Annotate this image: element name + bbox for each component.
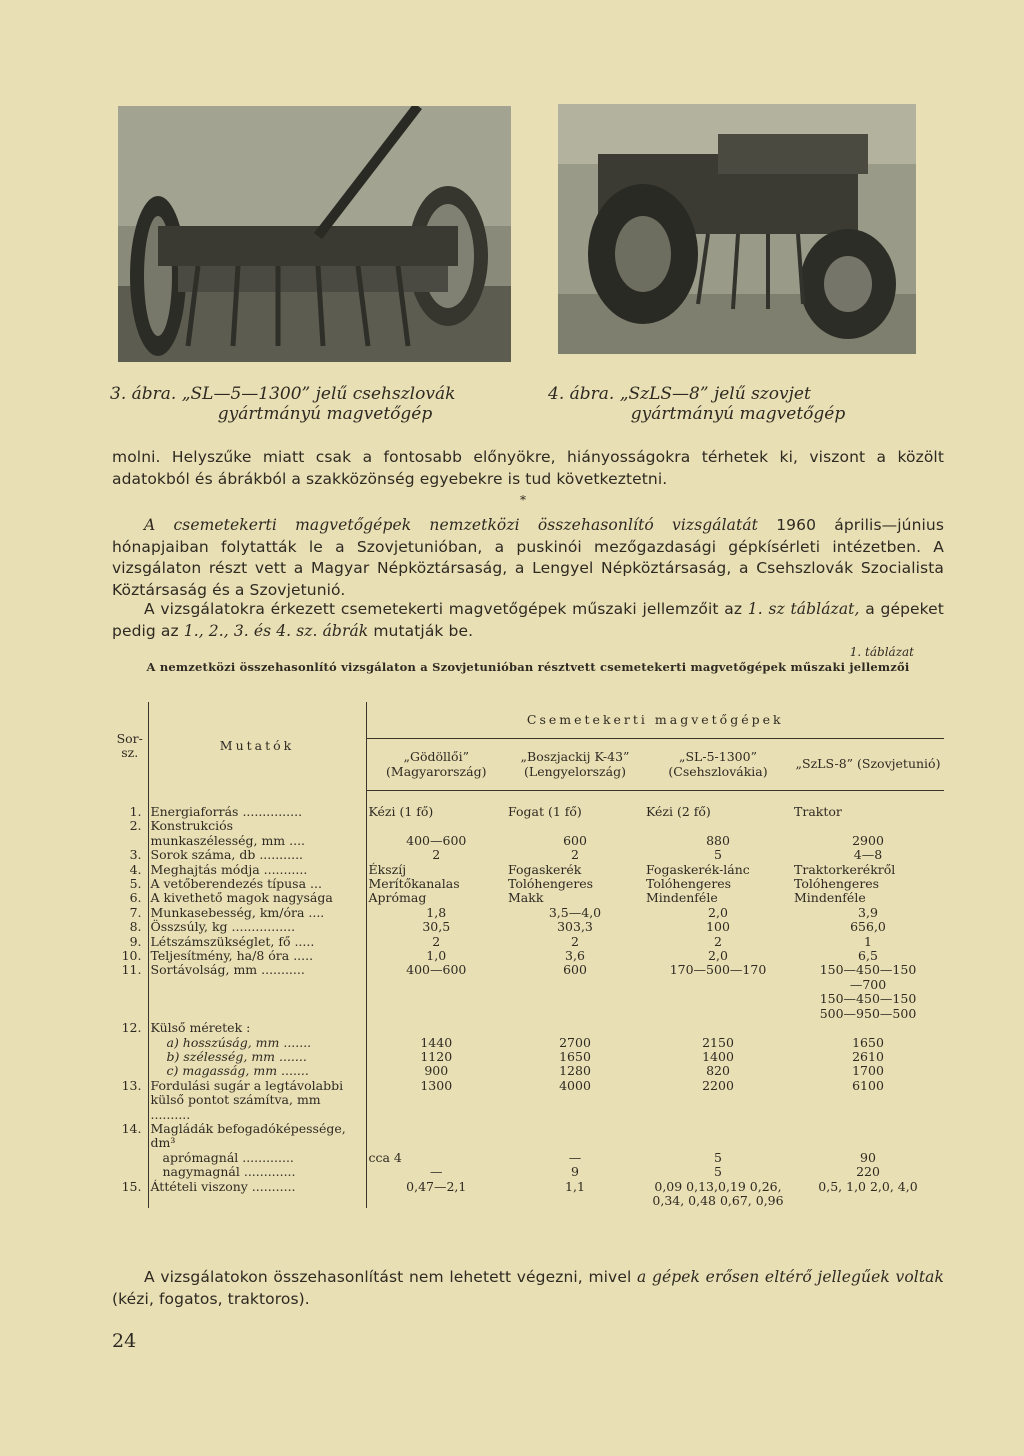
cell-machine-2: [506, 1021, 644, 1035]
cell-machine-1: 400—600: [406, 962, 467, 978]
cell-machine-4: [792, 819, 944, 833]
table-row: [112, 1079, 944, 1122]
header-sorsz: Sor-sz.: [112, 702, 148, 791]
cell-machine-2: 2700: [559, 1034, 591, 1050]
cell-machine-2: 4000: [559, 1077, 591, 1093]
specs-table-body: [112, 791, 944, 1209]
row-label: Munkasebesség, km/óra ....: [148, 906, 366, 920]
cell-machine-1: 1,0: [426, 948, 447, 964]
row-number: [112, 1036, 148, 1050]
row-number: 11.: [112, 963, 148, 977]
row-number: [112, 992, 148, 1006]
cell-machine-4: 150—450—150: [819, 962, 917, 978]
cell-machine-4: 150—450—150: [819, 991, 917, 1007]
cell-machine-3: [644, 819, 792, 833]
cell-machine-4: 1: [864, 933, 872, 949]
row-number: 1.: [112, 805, 148, 819]
cell-machine-3: [644, 978, 792, 992]
cell-machine-3: 2150: [702, 1034, 734, 1050]
cell-machine-1: [366, 819, 506, 833]
row-label: Összsúly, kg ................: [148, 920, 366, 934]
table-row: [112, 891, 944, 905]
table-row: [112, 1165, 944, 1179]
cell-machine-2: 303,3: [557, 919, 593, 935]
cell-machine-1: —: [430, 1164, 443, 1180]
cell-machine-1: Kézi (1 fő): [368, 804, 434, 819]
row-number: 7.: [112, 906, 148, 920]
cell-machine-1: [366, 1021, 506, 1035]
cell-machine-3: 1400: [702, 1048, 734, 1064]
p3-text-e: mutatják be.: [368, 621, 474, 640]
cell-machine-1: Aprómag: [368, 890, 427, 906]
row-label: [148, 1007, 366, 1021]
header-machine-2: „Boszjackij K-43” (Lengyelország): [506, 739, 644, 791]
cell-machine-2: [506, 992, 644, 1006]
cell-machine-3: 880: [706, 832, 730, 848]
cell-machine-2: 9: [571, 1164, 579, 1180]
row-number: 14.: [112, 1122, 148, 1151]
cell-machine-3: 100: [706, 919, 730, 935]
header-machine-3: „SL-5-1300” (Csehszlovákia): [644, 739, 792, 791]
cell-machine-1: [366, 1122, 506, 1151]
table-row: [112, 920, 944, 934]
cell-machine-1: [366, 992, 506, 1006]
p4-text-c: (kézi, fogatos, traktoros).: [112, 1289, 310, 1308]
row-number: 3.: [112, 848, 148, 862]
row-number: 12.: [112, 1021, 148, 1035]
table-label: 1. táblázat: [849, 645, 914, 659]
cell-machine-3: Mindenféle: [646, 890, 718, 906]
table-row: [112, 963, 944, 977]
table-row: [112, 819, 944, 833]
cell-machine-3: [644, 1122, 792, 1151]
cell-machine-4: 90: [860, 1149, 876, 1165]
cell-machine-4: 4—8: [853, 847, 883, 863]
seeder-photo-szls-image: [558, 104, 916, 354]
table-row: [112, 1021, 944, 1035]
cell-machine-2: 3,6: [565, 948, 585, 964]
cell-machine-4: 3,9: [858, 904, 878, 920]
row-number: [112, 1064, 148, 1078]
row-number: 8.: [112, 920, 148, 934]
row-label: Áttételi viszony ...........: [148, 1180, 366, 1209]
row-number: [112, 1165, 148, 1179]
table-row: [112, 1180, 944, 1209]
cell-machine-4: 1650: [852, 1034, 884, 1050]
cell-machine-3: 2: [714, 933, 722, 949]
cell-machine-3: 2,0: [708, 948, 728, 964]
cell-machine-1: 2: [432, 933, 441, 949]
seeder-photo-sl-image: [118, 106, 511, 362]
cell-machine-1: 1440: [420, 1034, 453, 1050]
table-row: [112, 949, 944, 963]
row-number: [112, 1151, 148, 1165]
row-label: A kivethető magok nagysága: [148, 891, 366, 905]
row-number: [112, 978, 148, 992]
cell-machine-3: Tolóhengeres: [646, 876, 732, 892]
figure-4-caption-line1: 4. ábra. „SzLS—8” jelű szovjet: [548, 384, 811, 404]
table-row: [112, 863, 944, 877]
row-label: a) hosszúság, mm .......: [148, 1036, 366, 1050]
cell-machine-4: 2900: [852, 832, 884, 848]
cell-machine-1: Ékszíj: [368, 861, 407, 877]
table-row: [112, 1050, 944, 1064]
page-number: 24: [112, 1330, 137, 1352]
cell-machine-3: [644, 992, 792, 1006]
cell-machine-4: Mindenféle: [794, 890, 866, 906]
cell-machine-2: Tolóhengeres: [508, 876, 594, 892]
row-number: 13.: [112, 1079, 148, 1122]
cell-machine-4: 6100: [852, 1077, 884, 1093]
row-label: Meghajtás módja ...........: [148, 863, 366, 877]
row-label: Fordulási sugár a legtávolabbi külső pontot számítva, mm ..........: [148, 1079, 366, 1122]
row-label: Külső méretek :: [148, 1021, 366, 1035]
table-row: [112, 877, 944, 891]
row-label: Magládák befogadóképessége, dm³: [148, 1122, 366, 1151]
cell-machine-4: 2610: [852, 1048, 884, 1064]
cell-machine-3: [644, 1021, 792, 1035]
paragraph-intro: [112, 515, 944, 601]
table-row: [112, 848, 944, 862]
cell-machine-1: 900: [424, 1063, 449, 1079]
cell-machine-2: 1650: [559, 1048, 591, 1064]
row-label: munkaszélesség, mm ....: [148, 834, 366, 848]
row-label: c) magasság, mm .......: [148, 1064, 366, 1078]
cell-machine-1: 30,5: [422, 919, 451, 935]
cell-machine-3: Kézi (2 fő): [646, 804, 711, 819]
header-machine-1: „Gödöllői” (Magyarország): [366, 739, 506, 791]
section-separator: *: [520, 493, 526, 507]
cell-machine-3: 2200: [702, 1077, 734, 1093]
cell-machine-4: 500—950—500: [819, 1005, 917, 1021]
table-row: [112, 935, 944, 949]
paragraph-intro-rest: 1960 április—június hónapjaiban folytatták le a Szovjetunióban, a puskinói mezőgazdasági gépkísérleti intézetben. A vizsgálaton részt vett a Magyar Népköztársaság, a Lengyel Népköztársaság, a Csehszlovák Szocialista Köztársaság és a Szovjetunió.: [112, 516, 944, 599]
row-number: [112, 834, 148, 848]
table-title: A nemzetközi összehasonlító vizsgálaton a Szovjetunióban résztvett csemetekerti magvetőgépek műszaki jellemzői: [146, 660, 910, 674]
cell-machine-4: Tolóhengeres: [794, 876, 880, 892]
row-label: Energiaforrás ...............: [148, 805, 366, 819]
cell-machine-4: 6,5: [858, 948, 878, 964]
cell-machine-3: 0,09 0,13,0,19 0,26, 0,34, 0,48 0,67, 0,96: [652, 1178, 784, 1208]
figure-4-caption-line2: gyártmányú magvetőgép: [630, 404, 846, 424]
row-label: [148, 978, 366, 992]
row-number: [112, 1050, 148, 1064]
row-label: nagymagnál .............: [148, 1165, 366, 1179]
cell-machine-3: 5: [714, 847, 722, 863]
cell-machine-4: 1700: [852, 1063, 884, 1079]
row-number: 15.: [112, 1180, 148, 1209]
cell-machine-3: 820: [706, 1063, 730, 1079]
p3-table-ref: 1. sz táblázat,: [747, 600, 860, 618]
row-number: 5.: [112, 877, 148, 891]
cell-machine-4: 0,5, 1,0 2,0, 4,0: [818, 1178, 918, 1194]
row-number: 6.: [112, 891, 148, 905]
row-label: [148, 992, 366, 1006]
cell-machine-2: 2: [571, 933, 579, 949]
row-label: aprómagnál .............: [148, 1151, 366, 1165]
cell-machine-1: 0,47—2,1: [406, 1178, 467, 1194]
p4-text-a: A vizsgálatokon összehasonlítást nem lehetett végezni, mivel: [144, 1268, 637, 1286]
row-number: 4.: [112, 863, 148, 877]
row-number: 10.: [112, 949, 148, 963]
cell-machine-2: 1280: [559, 1063, 591, 1079]
cell-machine-2: [506, 1007, 644, 1021]
cell-machine-1: 2: [432, 847, 441, 863]
seeder-photo-sl: [118, 106, 511, 362]
cell-machine-1: Merítőkanalas: [368, 876, 460, 892]
table-row: [112, 834, 944, 848]
cell-machine-2: Fogaskerék: [508, 861, 582, 877]
cell-machine-1: 400—600: [406, 832, 467, 848]
cell-machine-2: [506, 1122, 644, 1151]
paragraph-continuation: molni. Helyszűke miatt csak a fontosabb előnyökre, hiányosságokra térhetek ki, viszont a közölt adatokból és ábrákból a szakközönség egyebekre is tud következtetni.: [112, 448, 944, 488]
p3-text-c: a gépeket pedig az: [112, 600, 944, 640]
cell-machine-4: Traktor: [794, 804, 842, 819]
row-label: Létszámszükséglet, fő .....: [148, 935, 366, 949]
specs-table: [112, 702, 944, 1208]
row-number: [112, 1007, 148, 1021]
table-row: [112, 1064, 944, 1078]
cell-machine-2: 600: [563, 832, 587, 848]
cell-machine-1: [366, 1007, 506, 1021]
table-row: [112, 978, 944, 992]
figure-4-caption: [548, 384, 928, 424]
row-label: Teljesítmény, ha/8 óra .....: [148, 949, 366, 963]
cell-machine-2: Makk: [508, 890, 544, 906]
cell-machine-1: 1300: [420, 1077, 453, 1093]
figure-3-caption-line1: 3. ábra. „SL—5—1300” jelű csehszlovák: [110, 384, 456, 404]
cell-machine-3: 2,0: [708, 904, 728, 920]
p3-figure-ref: 1., 2., 3. és 4. sz. ábrák: [183, 621, 369, 640]
cell-machine-2: [506, 819, 644, 833]
cell-machine-2: [506, 978, 644, 992]
seeder-photo-szls: [558, 104, 916, 354]
cell-machine-2: —: [568, 1149, 582, 1165]
cell-machine-4: [792, 1122, 944, 1151]
paragraph-conclusion: [112, 1267, 944, 1310]
cell-machine-1: cca 4: [368, 1149, 402, 1165]
cell-machine-4: [792, 1021, 944, 1035]
header-mutatok: Mutatók: [148, 702, 366, 791]
cell-machine-2: 2: [571, 847, 579, 863]
cell-machine-2: 3,5—4,0: [548, 904, 602, 920]
figure-3-caption: [110, 384, 540, 424]
cell-machine-4: —700: [849, 976, 887, 992]
cell-machine-4: 656,0: [850, 919, 886, 935]
p3-text-a: A vizsgálatokra érkezett csemetekerti magvetőgépek műszaki jellemzőit az: [144, 600, 748, 618]
row-number: 2.: [112, 819, 148, 833]
cell-machine-3: Fogaskerék-lánc: [646, 861, 750, 877]
cell-machine-2: Fogat (1 fő): [508, 804, 582, 819]
cell-machine-3: [644, 1007, 792, 1021]
header-machines-group: Csemetekerti magvetőgépek: [366, 702, 944, 739]
cell-machine-4: Traktorkerékről: [794, 861, 896, 877]
table-row: [112, 1036, 944, 1050]
row-label: A vetőberendezés típusa ...: [148, 877, 366, 891]
table-row: [112, 1122, 944, 1151]
p4-italic: a gépek erősen eltérő jellegűek voltak: [637, 1268, 944, 1286]
cell-machine-2: 600: [563, 962, 587, 978]
table-row: [112, 992, 944, 1006]
cell-machine-4: 220: [856, 1164, 880, 1180]
table-row: [112, 1151, 944, 1165]
cell-machine-3: 5: [714, 1164, 722, 1180]
cell-machine-1: 1,8: [426, 904, 447, 920]
cell-machine-3: 170—500—170: [669, 962, 767, 978]
table-row: [112, 805, 944, 819]
cell-machine-3: 5: [714, 1149, 722, 1165]
cell-machine-2: 1,1: [565, 1178, 585, 1194]
table-row: [112, 1007, 944, 1021]
cell-machine-1: [366, 978, 506, 992]
cell-machine-1: 1120: [420, 1048, 453, 1064]
paragraph-intro-italic: A csemetekerti magvetőgépek nemzetközi összehasonlító vizsgálatát: [144, 516, 759, 534]
row-number: 9.: [112, 935, 148, 949]
row-label: Sorok száma, db ...........: [148, 848, 366, 862]
header-machine-4: „SzLS-8” (Szovjetunió): [792, 739, 944, 791]
figure-3-caption-line2: gyártmányú magvetőgép: [217, 404, 433, 424]
row-label: Konstrukciós: [148, 819, 366, 833]
row-label: Sortávolság, mm ...........: [148, 963, 366, 977]
row-label: b) szélesség, mm .......: [148, 1050, 366, 1064]
paragraph-table-reference: [112, 599, 944, 642]
